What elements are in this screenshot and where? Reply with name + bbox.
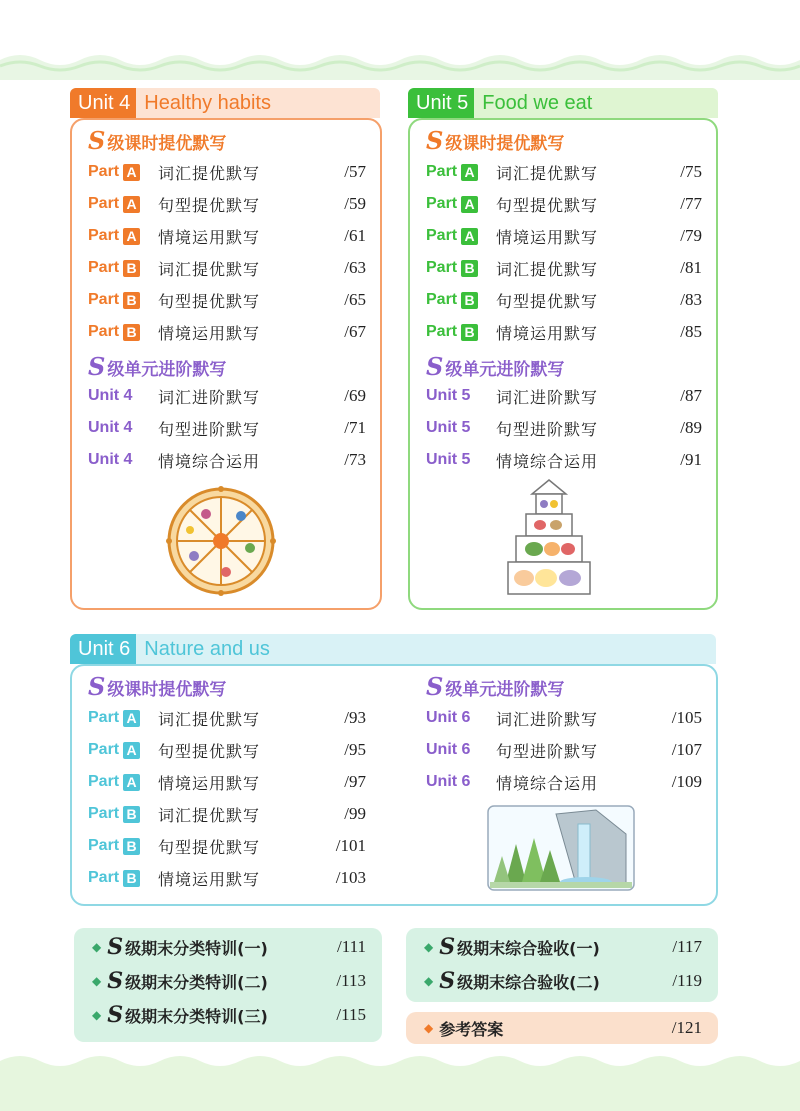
unit-row-label: Unit 6 <box>426 741 471 758</box>
part-letter-badge: A <box>461 228 478 245</box>
page-number: /85 <box>680 322 702 341</box>
toc-unit-row[interactable] <box>88 448 366 472</box>
unit-row-label: Unit 4 <box>88 419 133 436</box>
diamond-icon: ◆ <box>424 940 434 954</box>
part-row-text: 句型提优默写 <box>496 195 599 215</box>
part-row-text: 情境运用默写 <box>496 323 599 343</box>
page-number: /87 <box>680 386 702 405</box>
page-number: /79 <box>680 226 702 245</box>
part-row-text: 情境运用默写 <box>158 323 261 343</box>
unit-row-text: 词汇进阶默写 <box>496 709 599 729</box>
toc-part-row[interactable] <box>88 770 366 794</box>
part-letter-badge: B <box>461 260 478 277</box>
toc-unit-row[interactable] <box>88 416 366 440</box>
part-row-text: 词汇提优默写 <box>158 709 261 729</box>
daily-routine-wheel-icon <box>166 486 276 596</box>
part-row-text: 句型提优默写 <box>158 837 261 857</box>
toc-part-row[interactable] <box>426 256 702 280</box>
unit-5-section1-title <box>426 126 564 155</box>
part-label: Part <box>88 227 120 244</box>
final-section-text: 级期末分类特训(二) <box>125 972 268 992</box>
page-number: /111 <box>337 937 366 956</box>
s-level-mark: S <box>107 968 124 994</box>
unit-6-number: Unit 6 <box>70 634 136 664</box>
unit-row-label: Unit 5 <box>426 451 471 468</box>
final-section-text: 级期末综合验收(一) <box>457 938 600 958</box>
s-level-mark: S <box>439 968 456 994</box>
part-label: Part <box>88 741 120 758</box>
unit-5-box <box>408 88 720 610</box>
final-section-row[interactable] <box>424 932 718 962</box>
unit-4-section1-title <box>88 126 226 155</box>
s-level-mark: S <box>88 352 106 381</box>
unit-row-label: Unit 4 <box>88 387 133 404</box>
part-letter-badge: A <box>123 742 140 759</box>
unit-row-label: Unit 5 <box>426 387 471 404</box>
page-number: /107 <box>671 740 702 759</box>
toc-part-row[interactable] <box>88 320 366 344</box>
final-section-text: 级期末分类特训(三) <box>125 1006 268 1026</box>
part-letter-badge: B <box>123 870 140 887</box>
unit-row-text: 情境综合运用 <box>496 773 599 793</box>
s-level-mark: S <box>426 126 444 155</box>
unit-row-text: 情境综合运用 <box>158 451 261 471</box>
part-label: Part <box>88 163 120 180</box>
part-letter-badge: B <box>123 324 140 341</box>
part-letter-badge: A <box>123 228 140 245</box>
unit-5-panel <box>408 118 718 610</box>
part-label: Part <box>88 805 120 822</box>
part-row-text: 情境运用默写 <box>158 869 261 889</box>
part-letter-badge: A <box>461 164 478 181</box>
s-level-mark: S <box>88 126 106 155</box>
part-letter-badge: B <box>461 324 478 341</box>
toc-part-row[interactable] <box>88 834 366 858</box>
part-label: Part <box>426 195 458 212</box>
part-row-text: 词汇提优默写 <box>158 805 261 825</box>
top-wave-decoration <box>0 0 800 80</box>
part-row-text: 句型提优默写 <box>158 291 261 311</box>
page-number: /91 <box>680 450 702 469</box>
page-number: /71 <box>344 418 366 437</box>
page-number: /81 <box>680 258 702 277</box>
final-check-box <box>406 928 718 1002</box>
page-number: /73 <box>344 450 366 469</box>
toc-part-row[interactable] <box>426 288 702 312</box>
part-row-text: 词汇提优默写 <box>158 163 261 183</box>
unit-6-box <box>70 634 720 908</box>
part-letter-badge: B <box>461 292 478 309</box>
toc-unit-row[interactable] <box>426 770 702 794</box>
toc-part-row[interactable] <box>88 288 366 312</box>
toc-part-row[interactable] <box>88 192 366 216</box>
part-row-text: 词汇提优默写 <box>496 163 599 183</box>
toc-part-row[interactable] <box>88 224 366 248</box>
page-number: /77 <box>680 194 702 213</box>
s-level-mark: S <box>439 934 456 960</box>
part-row-text: 情境运用默写 <box>158 773 261 793</box>
part-row-text: 句型提优默写 <box>158 741 261 761</box>
part-label: Part <box>88 773 120 790</box>
unit-4-number: Unit 4 <box>70 88 136 118</box>
part-label: Part <box>88 195 120 212</box>
toc-part-row[interactable] <box>88 256 366 280</box>
answers-page: /121 <box>671 1018 702 1037</box>
part-label: Part <box>88 837 120 854</box>
s-level-mark: S <box>426 672 444 701</box>
page-number: /97 <box>344 772 366 791</box>
unit-5-section2-title <box>426 352 564 381</box>
final-section-row[interactable] <box>92 932 382 962</box>
unit-row-label: Unit 6 <box>426 773 471 790</box>
page-number: /61 <box>344 226 366 245</box>
section-title-text: 级单元进阶默写 <box>445 680 565 700</box>
part-label: Part <box>88 259 120 276</box>
part-label: Part <box>426 259 458 276</box>
part-label: Part <box>88 869 120 886</box>
part-row-text: 句型提优默写 <box>496 291 599 311</box>
toc-part-row[interactable] <box>426 224 702 248</box>
unit-row-text: 情境综合运用 <box>496 451 599 471</box>
part-label: Part <box>88 291 120 308</box>
part-row-text: 词汇提优默写 <box>158 259 261 279</box>
waterfall-landscape-icon <box>486 804 636 892</box>
page-number: /69 <box>344 386 366 405</box>
section-title-text: 级单元进阶默写 <box>445 360 565 380</box>
part-letter-badge: A <box>123 774 140 791</box>
unit-6-tab <box>70 634 716 664</box>
toc-part-row[interactable] <box>426 320 702 344</box>
page-number: /99 <box>344 804 366 823</box>
unit-6-title: Nature and us <box>144 637 270 660</box>
toc-part-row[interactable] <box>426 192 702 216</box>
s-level-mark: S <box>107 1002 124 1028</box>
page-number: /113 <box>336 971 366 990</box>
page-number: /93 <box>344 708 366 727</box>
part-letter-badge: A <box>123 164 140 181</box>
final-section-text: 级期末分类特训(一) <box>125 938 268 958</box>
toc-unit-row[interactable] <box>426 738 702 762</box>
part-letter-badge: B <box>123 838 140 855</box>
unit-4-box <box>70 88 382 610</box>
answers-box <box>406 1012 718 1044</box>
bottom-wave-decoration <box>0 1051 800 1111</box>
unit-4-title: Healthy habits <box>144 91 271 114</box>
unit-row-text: 句型进阶默写 <box>496 741 599 761</box>
unit-5-title: Food we eat <box>482 91 593 114</box>
unit-row-text: 词汇进阶默写 <box>496 387 599 407</box>
s-level-mark: S <box>107 934 124 960</box>
page-number: /95 <box>344 740 366 759</box>
toc-unit-row[interactable] <box>426 706 702 730</box>
page-number: /65 <box>344 290 366 309</box>
toc-unit-row[interactable] <box>426 384 702 408</box>
unit-row-label: Unit 6 <box>426 709 471 726</box>
unit-5-number: Unit 5 <box>408 88 474 118</box>
unit-row-label: Unit 5 <box>426 419 471 436</box>
section-title-text: 级课时提优默写 <box>445 134 565 154</box>
toc-part-row[interactable] <box>88 738 366 762</box>
toc-part-row[interactable] <box>88 866 366 890</box>
unit-row-label: Unit 4 <box>88 451 133 468</box>
food-pyramid-icon <box>504 476 594 600</box>
part-letter-badge: A <box>123 196 140 213</box>
part-label: Part <box>88 323 120 340</box>
page-number: /75 <box>680 162 702 181</box>
page-number: /115 <box>336 1005 366 1024</box>
diamond-icon: ◆ <box>92 1008 102 1022</box>
part-label: Part <box>426 323 458 340</box>
page-number: /109 <box>671 772 702 791</box>
part-letter-badge: B <box>123 260 140 277</box>
page-number: /83 <box>680 290 702 309</box>
unit-row-text: 句型进阶默写 <box>496 419 599 439</box>
part-label: Part <box>426 227 458 244</box>
page-number: /103 <box>335 868 366 887</box>
part-letter-badge: A <box>123 710 140 727</box>
diamond-icon: ◆ <box>424 974 434 988</box>
unit-4-panel <box>70 118 382 610</box>
section-title-text: 级单元进阶默写 <box>107 360 227 380</box>
unit-6-section1-title <box>88 672 226 701</box>
final-section-row[interactable] <box>92 966 382 996</box>
section-title-text: 级课时提优默写 <box>107 680 227 700</box>
part-letter-badge: B <box>123 806 140 823</box>
toc-unit-row[interactable] <box>88 384 366 408</box>
toc-unit-row[interactable] <box>426 416 702 440</box>
page-number: /105 <box>671 708 702 727</box>
unit-6-section2-title <box>426 672 564 701</box>
diamond-icon: ◆ <box>424 1021 434 1035</box>
unit-row-text: 句型进阶默写 <box>158 419 261 439</box>
part-row-text: 词汇提优默写 <box>496 259 599 279</box>
page-number: /119 <box>672 971 702 990</box>
page-number: /117 <box>672 937 702 956</box>
answers-text: 参考答案 <box>439 1019 504 1039</box>
page-number: /89 <box>680 418 702 437</box>
page-number: /63 <box>344 258 366 277</box>
toc-part-row[interactable] <box>88 706 366 730</box>
part-letter-badge: B <box>123 292 140 309</box>
final-section-text: 级期末综合验收(二) <box>457 972 600 992</box>
part-row-text: 情境运用默写 <box>496 227 599 247</box>
page-number: /59 <box>344 194 366 213</box>
part-label: Part <box>426 163 458 180</box>
page-number: /101 <box>335 836 366 855</box>
page-number: /57 <box>344 162 366 181</box>
final-section-row[interactable] <box>424 966 718 996</box>
part-row-text: 句型提优默写 <box>158 195 261 215</box>
final-training-box <box>74 928 382 1042</box>
toc-unit-row[interactable] <box>426 448 702 472</box>
diamond-icon: ◆ <box>92 974 102 988</box>
unit-5-tab <box>408 88 718 118</box>
diamond-icon: ◆ <box>92 940 102 954</box>
unit-6-panel <box>70 664 718 906</box>
part-label: Part <box>88 709 120 726</box>
part-row-text: 情境运用默写 <box>158 227 261 247</box>
unit-4-section2-title <box>88 352 226 381</box>
toc-part-row[interactable] <box>88 802 366 826</box>
unit-row-text: 词汇进阶默写 <box>158 387 261 407</box>
part-letter-badge: A <box>461 196 478 213</box>
toc-part-row[interactable] <box>88 160 366 184</box>
s-level-mark: S <box>88 672 106 701</box>
page-number: /67 <box>344 322 366 341</box>
section-title-text: 级课时提优默写 <box>107 134 227 154</box>
final-section-row[interactable] <box>92 1000 382 1030</box>
part-label: Part <box>426 291 458 308</box>
unit-4-tab <box>70 88 380 118</box>
s-level-mark: S <box>426 352 444 381</box>
toc-part-row[interactable] <box>426 160 702 184</box>
